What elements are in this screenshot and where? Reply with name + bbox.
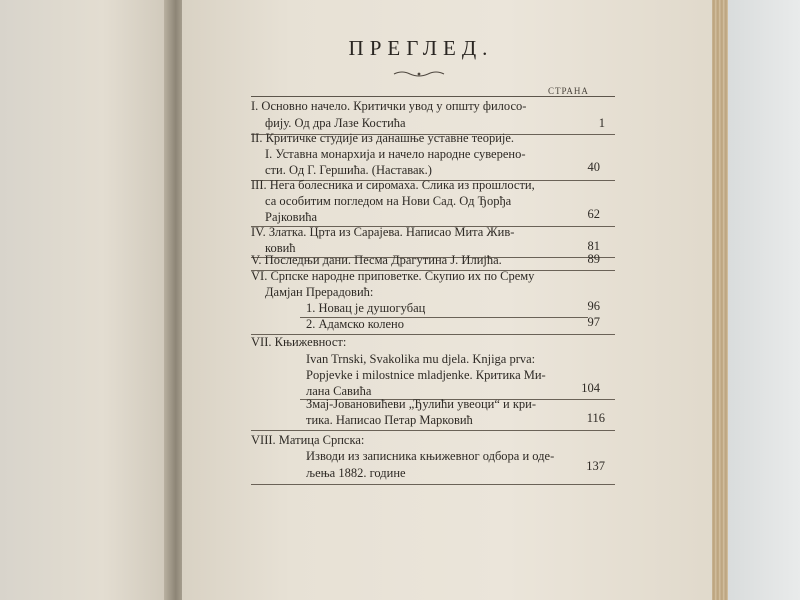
toc-line: Змај-Јовановићеви „Ђулићи увеоци“ и кри-: [306, 397, 537, 411]
page-edges: [712, 0, 728, 600]
toc-line: Дамјан Прерадовић:: [265, 285, 374, 299]
toc-page-number: 116: [586, 411, 605, 425]
toc-line: тика. Написао Петар Марковић: [306, 413, 473, 427]
toc-page-number: 62: [587, 207, 600, 221]
toc-page-number: 81: [587, 239, 600, 253]
toc-line: Изводи из записника књижевног одбора и оде-: [306, 449, 555, 463]
toc-page-number: 96: [587, 299, 600, 313]
toc-line: VIII. Матица Српска:: [251, 433, 365, 447]
toc-line: I. Основно начело. Критички увод у општу филосо-: [251, 99, 527, 113]
toc-line: Рајковића: [265, 210, 318, 224]
table-surface: [728, 0, 800, 600]
toc-page-number: 97: [587, 315, 600, 329]
toc-line: III. Нега болесника и сиромаха. Слика из прошлости,: [251, 178, 535, 192]
toc-line: ковић: [265, 241, 296, 255]
toc-line: 1. Новац је душогубац: [306, 301, 426, 315]
toc-line: 2. Адамско колено: [306, 317, 404, 331]
entry-divider: [251, 484, 615, 485]
toc-line: VI. Српске народне приповетке. Скупио их по Срему: [251, 269, 535, 283]
toc-line: са особитим погледом на Нови Сад. Од Ђорђа: [265, 194, 512, 208]
toc-page-number: 40: [587, 160, 600, 174]
toc-line: Popjevke i milostnice mladjenke. Критика Ми-: [306, 368, 546, 382]
toc-line: сти. Од Г. Гершића. (Наставак.): [265, 163, 432, 177]
entry-divider: [251, 430, 615, 431]
page-title: ПРЕГЛЕД.: [348, 36, 494, 60]
toc-line: II. Критичке студије из данашње уставне теорије.: [251, 131, 515, 145]
toc-page-number: 104: [581, 381, 600, 395]
toc-page-number: 137: [586, 459, 605, 473]
column-header-page: СТРАНА: [548, 86, 589, 96]
toc-page-number: 89: [587, 252, 600, 266]
toc-line: лана Савића: [306, 384, 372, 398]
toc-line: IV. Златка. Црта из Сарајева. Написао Мита Жив-: [251, 225, 515, 239]
toc-line: VII. Књижевност:: [251, 335, 347, 349]
header-rule: [251, 96, 615, 97]
ornament-icon: [392, 70, 446, 78]
toc-line: Ivan Trnski, Svakolika mu djela. Knjiga prva:: [306, 352, 536, 366]
toc-line: фију. Од дра Лазе Костића: [265, 116, 406, 130]
right-page: [182, 0, 722, 600]
toc-line: I. Уставна монархија и начело народне суверено-: [265, 147, 526, 161]
toc-line: љења 1882. године: [306, 466, 406, 480]
toc-line: V. Последњи дани. Песма Драгутина J. Илијћа.: [251, 253, 502, 267]
toc-page-number: 1: [598, 116, 605, 130]
left-page: [0, 0, 172, 600]
